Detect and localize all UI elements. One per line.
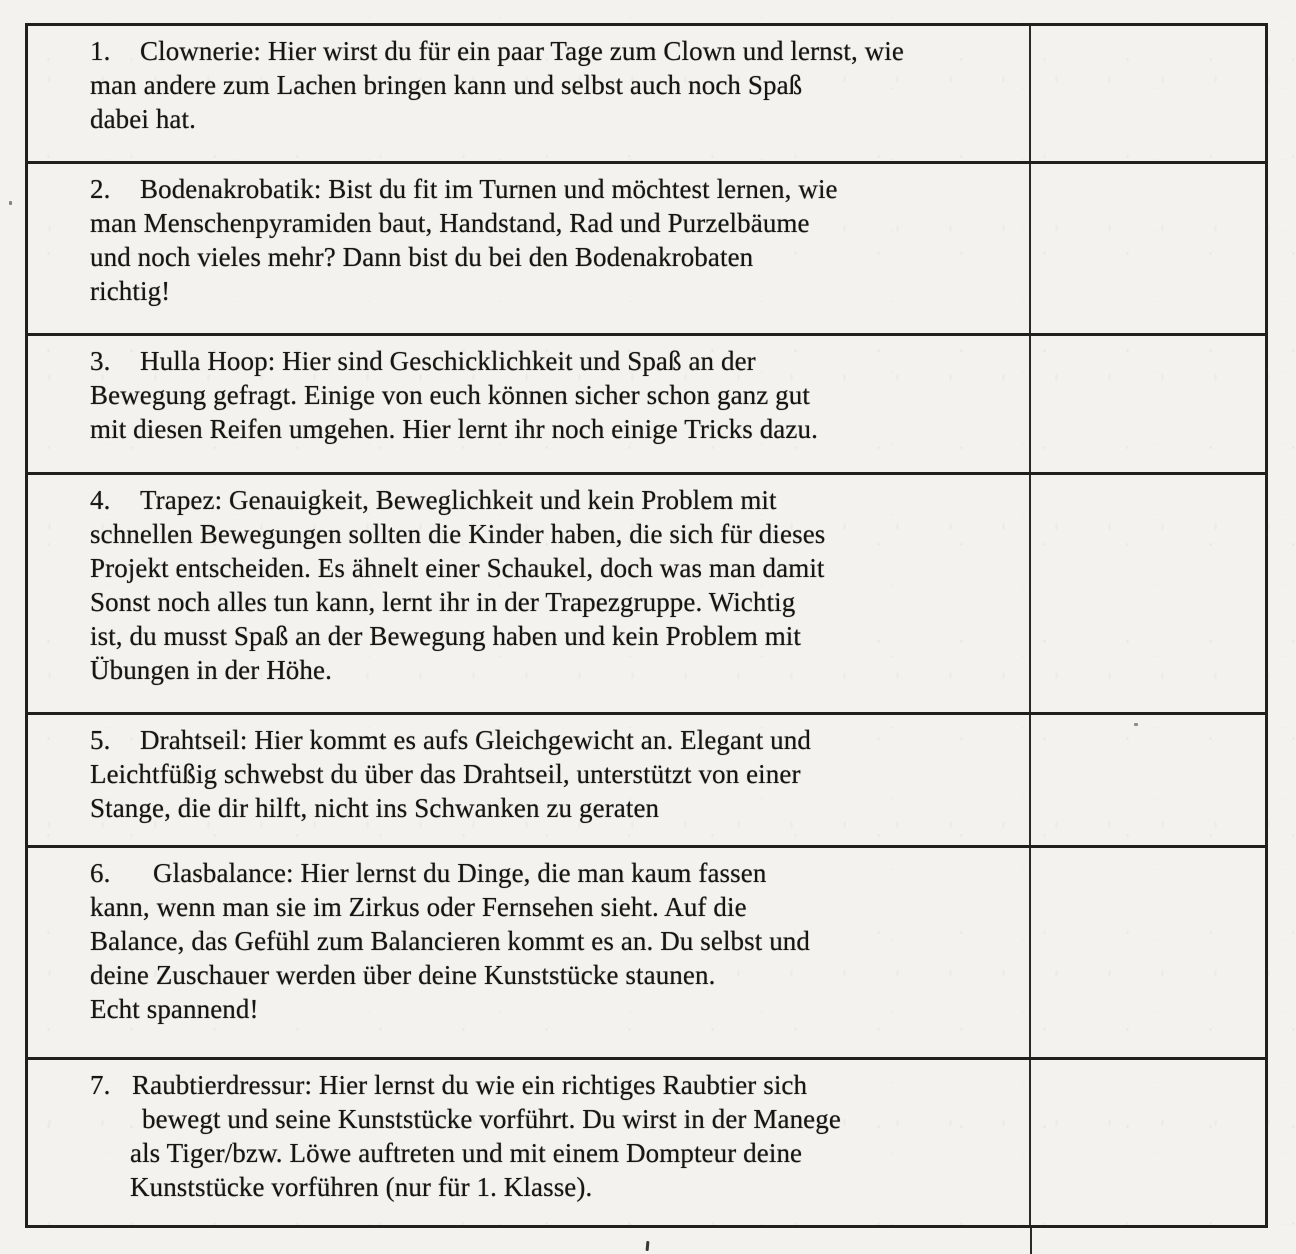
text-line	[90, 34, 1009, 68]
item-number: 1.	[90, 36, 111, 66]
item-first-line: Bodenakrobatik: Bist du fit im Turnen und möchtest lernen, wie	[140, 174, 838, 204]
text-line: als Tiger/bzw. Löwe auftreten und mit einem Dompteur deine	[130, 1138, 803, 1168]
text-line	[90, 172, 1009, 206]
text-line: Balance, das Gefühl zum Balancieren kommt es an. Du selbst und	[90, 926, 810, 956]
item-first-line: Raubtierdressur: Hier lernst du wie ein richtiges Raubtier sich	[132, 1070, 808, 1100]
table-row-6-glasbalance	[28, 848, 1265, 1060]
row-7-empty-cell	[1031, 1060, 1265, 1225]
scan-speck	[9, 201, 12, 205]
row-3-empty-cell	[1031, 336, 1265, 472]
item-number: 7.	[90, 1070, 111, 1100]
item-first-line: Trapez: Genauigkeit, Beweglichkeit und kein Problem mit	[140, 485, 777, 515]
item-first-line: Clownerie: Hier wirst du für ein paar Tage zum Clown und lernst, wie	[140, 36, 904, 66]
row-5-text-cell	[28, 715, 1031, 845]
text-line: Echt spannend!	[90, 994, 259, 1024]
text-line: Übungen in der Höhe.	[90, 655, 332, 685]
table-row-1-clownerie	[28, 26, 1265, 164]
text-line: Bewegung gefragt. Einige von euch können sicher schon ganz gut	[90, 380, 810, 410]
item-number: 4.	[90, 485, 111, 515]
text-line: Sonst noch alles tun kann, lernt ihr in der Trapezgruppe. Wichtig	[90, 587, 796, 617]
scan-speck	[1134, 723, 1138, 726]
text-line: ist, du musst Spaß an der Bewegung haben und kein Problem mit	[90, 621, 802, 651]
scan-speck	[646, 1241, 650, 1251]
row-6-empty-cell	[1031, 848, 1265, 1057]
item-number: 2.	[90, 174, 111, 204]
row-6-text-cell	[28, 848, 1031, 1057]
text-line: schnellen Bewegungen sollten die Kinder haben, die sich für dieses	[90, 519, 826, 549]
text-line	[90, 344, 1009, 378]
row-2-empty-cell	[1031, 164, 1265, 333]
text-line: richtig!	[90, 276, 171, 306]
text-line	[90, 856, 1009, 890]
item-first-line: Glasbalance: Hier lernst du Dinge, die man kaum fassen	[153, 858, 767, 888]
text-line: man Menschenpyramiden baut, Handstand, Rad und Purzelbäume	[90, 208, 810, 238]
row-4-text-cell	[28, 475, 1031, 712]
item-number: 5.	[90, 725, 111, 755]
row-1-text-cell	[28, 26, 1031, 161]
text-line: und noch vieles mehr? Dann bist du bei den Bodenakrobaten	[90, 242, 754, 272]
table-row-7-raubtierdressur	[28, 1060, 1265, 1225]
text-line: deine Zuschauer werden über deine Kunststücke staunen.	[90, 960, 716, 990]
text-line: man andere zum Lachen bringen kann und selbst auch noch Spaß	[90, 70, 803, 100]
text-line	[90, 1068, 1009, 1102]
text-line: kann, wenn man sie im Zirkus oder Fernsehen sieht. Auf die	[90, 892, 747, 922]
table-row-4-trapez	[28, 475, 1265, 715]
item-first-line: Drahtseil: Hier kommt es aufs Gleichgewicht an. Elegant und	[140, 725, 811, 755]
projects-table	[25, 23, 1268, 1228]
text-line: Projekt entscheiden. Es ähnelt einer Schaukel, doch was man damit	[90, 553, 825, 583]
text-line: Stange, die dir hilft, nicht ins Schwanken zu geraten	[90, 793, 660, 823]
column-divider-overrun	[1030, 1228, 1032, 1254]
row-7-text-cell	[28, 1060, 1031, 1225]
row-5-empty-cell	[1031, 715, 1265, 845]
row-2-text-cell	[28, 164, 1031, 333]
text-line: dabei hat.	[90, 104, 196, 134]
text-line: bewegt und seine Kunststücke vorführt. Du wirst in der Manege	[142, 1104, 841, 1134]
table-row-2-bodenakrobatik	[28, 164, 1265, 336]
text-line: Leichtfüßig schwebst du über das Drahtseil, unterstützt von einer	[90, 759, 801, 789]
item-number: 3.	[90, 346, 111, 376]
text-line: Kunststücke vorführen (nur für 1. Klasse).	[130, 1172, 593, 1202]
text-line: mit diesen Reifen umgehen. Hier lernt ihr noch einige Tricks dazu.	[90, 414, 818, 444]
text-line	[90, 723, 1009, 757]
row-3-text-cell	[28, 336, 1031, 472]
row-4-empty-cell	[1031, 475, 1265, 712]
text-line	[90, 483, 1009, 517]
table-row-3-hulla-hoop	[28, 336, 1265, 475]
item-number: 6.	[90, 858, 111, 888]
row-1-empty-cell	[1031, 26, 1265, 161]
table-row-5-drahtseil	[28, 715, 1265, 848]
item-first-line: Hulla Hoop: Hier sind Geschicklichkeit und Spaß an der	[140, 346, 756, 376]
